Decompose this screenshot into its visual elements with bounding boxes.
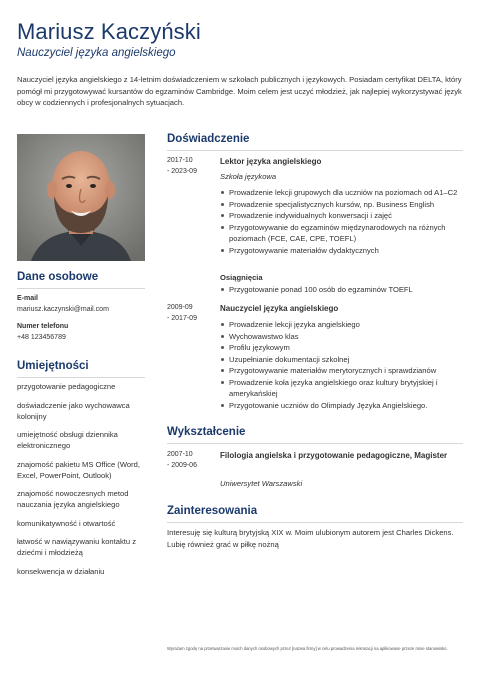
list-item: Przygotowanie ponad 100 osób do egzaminów TOEFL: [220, 284, 465, 296]
list-item: Prowadzenie lekcji grupowych dla uczniów na poziomach od A1–C2: [220, 187, 465, 199]
list-item: Prowadzenie indywidualnych konwersacji i zajęć: [220, 210, 465, 222]
skill-item: umiejętność obsługi dziennika elektronicznego: [17, 430, 118, 450]
phone-value[interactable]: +48 123456789: [17, 334, 66, 341]
job-organization: Szkoła językowa: [220, 172, 277, 181]
education-heading: Wykształcenie: [167, 426, 463, 444]
list-item: Przygotowanie uczniów do Olimpiady Języka Angielskiego.: [220, 400, 465, 412]
phone-label: Numer telefonu: [17, 323, 69, 330]
job-duties-list: [220, 187, 465, 256]
job-date-to: - 2023-09: [167, 167, 197, 175]
education-school: Uniwersytet Warszawski: [220, 479, 303, 488]
education-date-to: - 2009-06: [167, 461, 197, 469]
job-title: Lektor języka angielskiego: [220, 157, 322, 166]
list-item: Uzupełnianie dokumentacji szkolnej: [220, 354, 465, 366]
personal-data-heading: Dane osobowe: [17, 271, 145, 289]
job-title: Nauczyciel języka angielskiego: [220, 304, 339, 313]
list-item: Przygotowywanie materiałów dydaktycznych: [220, 245, 465, 257]
avatar: [17, 134, 145, 261]
skill-item: przygotowanie pedagogiczne: [17, 382, 116, 391]
list-item: Przygotowywanie do egzaminów międzynarodowych na różnych poziomach (FCE, CAE, CPE, TOEFL): [220, 222, 465, 245]
profile-photo: [17, 134, 145, 261]
skill-item: konsekwencja w działaniu: [17, 566, 105, 576]
job-date-from: 2009-09: [167, 304, 193, 311]
job-date-to: - 2017-09: [167, 314, 197, 322]
skill-item: znajomość pakietu MS Office (Word, Excel, PowerPoint, Outlook): [17, 459, 140, 480]
skill-item: znajomość nowoczesnych metod nauczania języka angielskiego: [17, 489, 129, 509]
job-role: Nauczyciel języka angielskiego: [17, 47, 176, 59]
list-item: Prowadzenie specjalistycznych kursów, np. Business English: [220, 199, 465, 211]
list-item: Prowadzenie lekcji języka angielskiego: [220, 319, 465, 331]
list-item: Profilu językowym: [220, 342, 465, 354]
consent-clause: Wyrażam zgodę na przetwarzanie moich danych osobowych przez [nazwa firmy] w celu prowadzenia rekrutacji na aplikowane przeze mnie stanowisko.: [167, 646, 448, 651]
achievements-list: [220, 284, 465, 296]
email-value[interactable]: mariusz.kaczynski@mail.com: [17, 306, 109, 313]
achievements-label: Osiągnięcia: [220, 273, 263, 282]
page-title: Mariusz Kaczyński: [17, 19, 201, 44]
skills-heading: Umiejętności: [17, 360, 145, 378]
skill-item: doświadczenie jako wychowawca kolonijny: [17, 400, 130, 421]
skill-item: łatwość w nawiązywaniu kontaktu z dziećmi i młodzieżą: [17, 537, 137, 557]
skill-item: komunikatywność i otwartość: [17, 518, 116, 528]
job-date-from: 2017-10: [167, 157, 193, 164]
job-date: [167, 156, 215, 177]
summary: Nauczyciel języka angielskiego z 14-letnim doświadczeniem w szkołach publicznych i językowych. Posiadam certyfikat DELTA, który pomógł mi przygotowywać kursantów do egzaminów Cambridge. Moim celem jest uczyć młodzież, jak najlepiej wykorzystywać język obcy w codziennych i profesjonalnych sytuacjach.: [17, 75, 462, 107]
list-item: Prowadzenie koła języka angielskiego oraz kultury brytyjskiej i amerykańskiej: [220, 377, 465, 400]
email-label: E-mail: [17, 295, 39, 302]
experience-heading: Doświadczenie: [167, 133, 463, 151]
interests-heading: Zainteresowania: [167, 505, 463, 523]
education-date-from: 2007-10: [167, 451, 193, 458]
list-item: Przygotowywanie materiałów merytorycznych i sprawdzianów: [220, 365, 465, 377]
skills-list: [17, 381, 145, 584]
job-duties-list: [220, 319, 465, 411]
job-date: [167, 303, 215, 324]
list-item: Wychowawstwo klas: [220, 331, 465, 343]
education-date: [167, 450, 215, 471]
interests-text: Interesuję się kulturą brytyjską XIX w. Moim ulubionym autorem jest Charles Dickens. Lubię również grać w piłkę nożną: [167, 528, 454, 549]
education-title: Filologia angielska i przygotowanie pedagogiczne, Magister: [220, 451, 448, 460]
